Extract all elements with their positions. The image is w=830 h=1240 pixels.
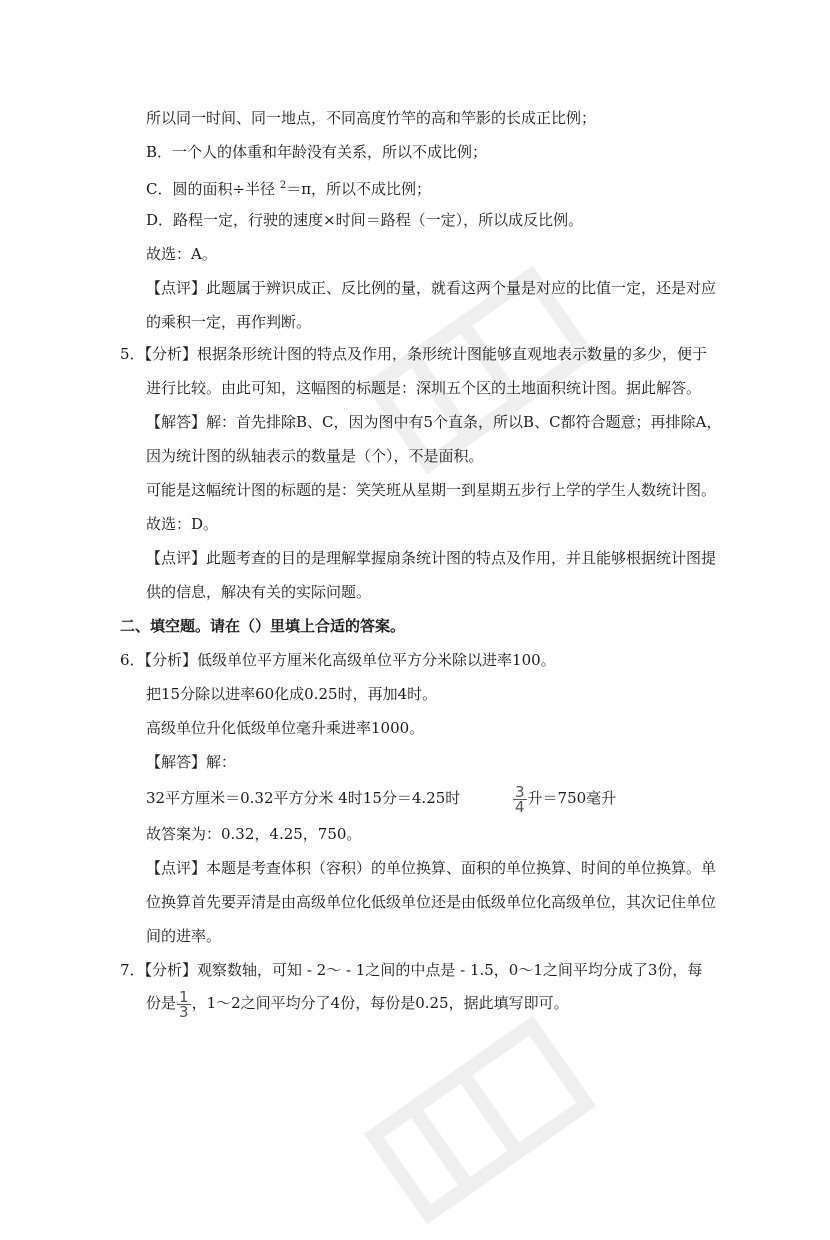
text-line: 位换算首先要弄清是由高级单位化低级单位还是由低级单位化高级单位，其次记住单位 <box>146 893 717 911</box>
text-line: 进行比较。由此可知，这幅图的标题是：深圳五个区的土地面积统计图。据此解答。 <box>146 379 702 397</box>
answer-text: 【解答】解：首先排除B、C，因为图中有5个直条，所以B、C都符合题意；再排除A， <box>146 413 722 431</box>
comment-text: 【点评】此题属于辨识成正、反比例的量，就看这两个量是对应的比值一定，还是对应 <box>146 279 717 297</box>
question-5-analysis: 5．【分析】根据条形统计图的特点及作用，条形统计图能够直观地表示数量的多少，便于 <box>120 345 708 363</box>
question-6-analysis: 6．【分析】低级单位平方厘米化高级单位平方分米除以进率100。 <box>120 651 556 669</box>
fraction-denominator: 4 <box>515 797 525 816</box>
watermark-icon <box>360 1000 600 1240</box>
fraction-numerator: 1 <box>179 987 189 1006</box>
answer-choice: 故选：A。 <box>146 245 217 263</box>
option-b-text: B．一个人的体重和年龄没有关系，所以不成比例； <box>146 143 488 161</box>
option-c-text <box>146 175 431 197</box>
conversion-text: 32平方厘米＝0.32平方分米 4时15分＝4.25时 <box>146 789 461 807</box>
text-line <box>146 983 569 1023</box>
text-line: 把15分除以进率60化成0.25时，再加4时。 <box>146 685 438 703</box>
text-line: 所以同一时间、同一地点，不同高度竹竿的高和竿影的长成正比例； <box>146 109 597 127</box>
final-answer: 故答案为：0.32，4.25，750。 <box>146 825 362 843</box>
answer-choice: 故选：D。 <box>146 515 219 533</box>
fraction <box>513 782 527 816</box>
comment-text: 【点评】此题考查的目的是理解掌握扇条统计图的特点及作用，并且能够根据统计图提 <box>146 549 717 567</box>
comment-text: 供的信息，解决有关的实际问题。 <box>146 583 372 601</box>
question-7-analysis: 7．【分析】观察数轴，可知 - 2～ - 1之间的中点是 - 1.5，0～1之间平均分成了3份，每 <box>120 961 703 979</box>
fraction <box>177 987 191 1021</box>
text-line: 高级单位升化低级单位毫升乘进率1000。 <box>146 719 425 737</box>
text-line: 可能是这幅统计图的标题的是：笑笑班从星期一到星期五步行上学的学生人数统计图。 <box>146 481 717 499</box>
text-part: 份是 <box>146 994 177 1012</box>
superscript: 2 <box>279 180 287 191</box>
conversion-fraction <box>512 779 616 817</box>
comment-text: 【点评】本题是考查体积（容积）的单位换算、面积的单位换算、时间的单位换算。单 <box>146 859 717 877</box>
comment-text: 的乘积一定，再作判断。 <box>146 313 312 331</box>
section-heading: 二、填空题。请在（）里填上合适的答案。 <box>120 617 406 635</box>
fraction-denominator: 3 <box>179 1002 189 1021</box>
option-d-text: D．路程一定，行驶的速度×时间＝路程（一定），所以成反比例。 <box>146 211 584 229</box>
text-line: 间的进率。 <box>146 927 222 945</box>
text-part: ，1～2之间平均分了4份，每份是0.25，据此填写即可。 <box>191 994 569 1012</box>
conversion-text-2: 升＝750毫升 <box>527 789 617 807</box>
text-line: 因为统计图的纵轴表示的数量是（个），不是面积。 <box>146 447 484 465</box>
option-c-part2: ＝π，所以不成比例； <box>286 180 432 198</box>
answer-label: 【解答】解： <box>146 753 237 771</box>
fraction-numerator: 3 <box>515 782 525 801</box>
option-c-part1: C．圆的面积÷半径 <box>146 180 276 198</box>
